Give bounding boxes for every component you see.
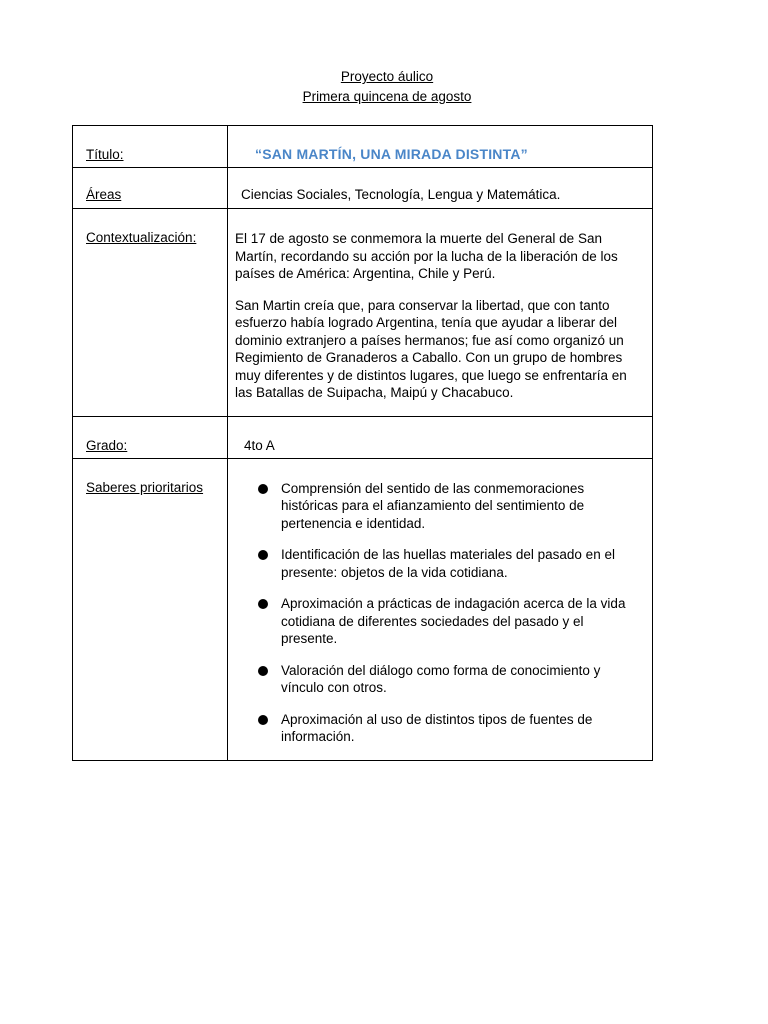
bullet-icon (258, 484, 268, 494)
row-contextualizacion (73, 209, 653, 417)
list-item-text: Aproximación a prácticas de indagación acerca de la vida cotidiana de diferentes sociedades del pasado y el presente. (281, 596, 626, 646)
contexto-value (228, 209, 652, 402)
project-table (72, 125, 653, 761)
saberes-list (228, 459, 652, 746)
contexto-label: Contextualización: (86, 230, 197, 245)
titulo-value: “SAN MARTÍN, UNA MIRADA DISTINTA” (255, 146, 528, 162)
grado-value: 4to A (244, 437, 275, 453)
areas-value: Ciencias Sociales, Tecnología, Lengua y Matemática. (241, 187, 561, 202)
titulo-label: Título: (86, 147, 124, 162)
bullet-icon (258, 550, 268, 560)
row-grado (73, 416, 653, 458)
list-item-text: Identificación de las huellas materiales del pasado en el presente: objetos de la vida cotidiana. (281, 547, 615, 580)
bullet-icon (258, 599, 268, 609)
list-item (228, 480, 652, 533)
list-item (228, 662, 652, 697)
document-header (0, 67, 768, 106)
bullet-icon (258, 715, 268, 725)
areas-label: Áreas (86, 187, 122, 202)
contexto-paragraph: San Martin creía que, para conservar la libertad, que con tanto esfuerzo había logrado Argentina, tenía que ayudar a liberar del dominio extranjero a países hermanos; fue así como organizó un Regimiento de Granaderos a Caballo. Con un grupo de hombres muy diferentes y de distintos lugares, que luego se enfrentaría en las Batallas de Suipacha, Maipú y Chacabuco. (235, 297, 627, 400)
list-item (228, 595, 652, 648)
bullet-icon (258, 666, 268, 676)
row-saberes (73, 458, 653, 760)
row-areas (73, 168, 653, 209)
list-item-text: Valoración del diálogo como forma de conocimiento y vínculo con otros. (281, 662, 601, 695)
document-title: Proyecto áulico (340, 69, 434, 84)
list-item-text: Aproximación al uso de distintos tipos de fuentes de información. (281, 711, 593, 744)
list-item-text: Comprensión del sentido de las conmemoraciones históricas para el afianzamiento del sentimiento de pertenencia e identidad. (281, 480, 585, 531)
list-item (228, 711, 652, 746)
list-item (228, 546, 652, 581)
row-titulo (73, 126, 653, 168)
contexto-paragraph: El 17 de agosto se conmemora la muerte del General de San Martín, recordando su acción por la lucha de la liberación de los países de América: Argentina, Chile y Perú. (235, 231, 618, 281)
saberes-label: Saberes prioritarios (86, 479, 204, 495)
document-subtitle: Primera quincena de agosto (302, 88, 472, 104)
grado-label: Grado: (86, 437, 128, 453)
